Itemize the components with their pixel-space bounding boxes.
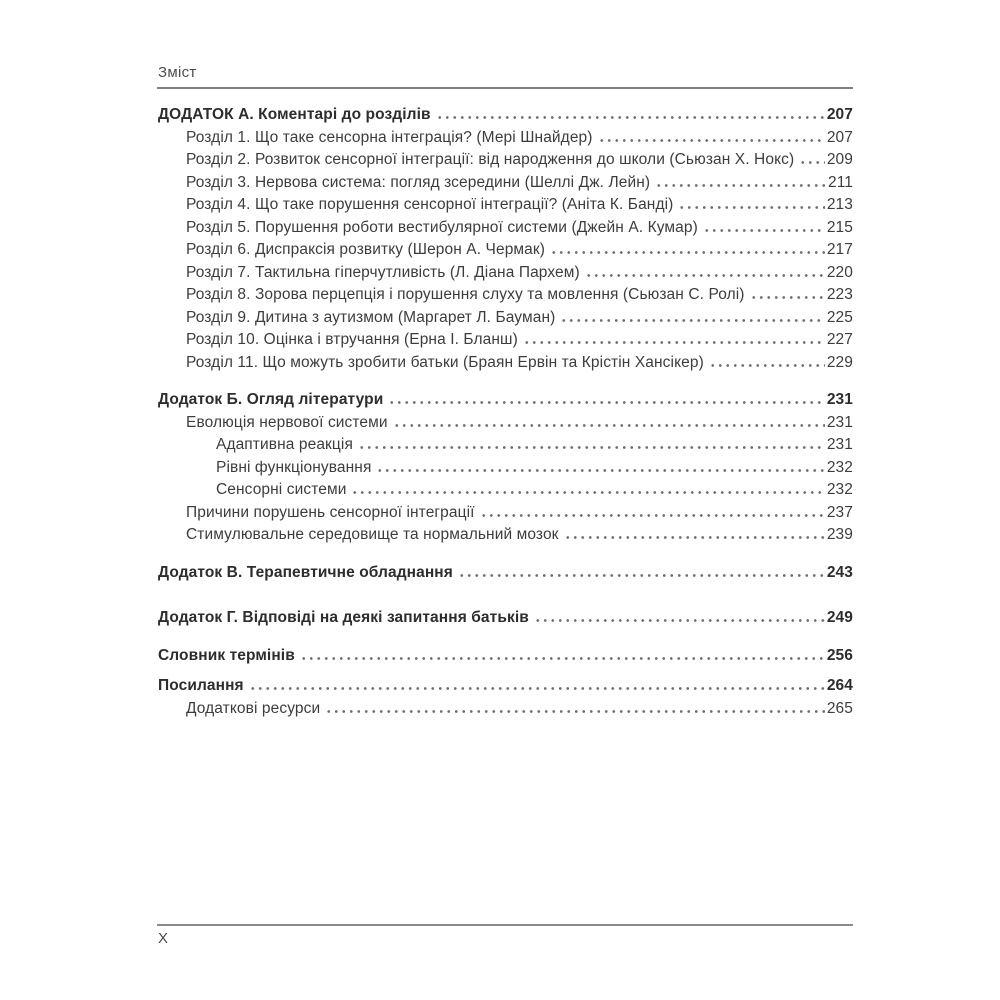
toc-entry-label: Додаток В. Терапевтичне обладнання [158, 563, 453, 581]
dot-leader [325, 710, 825, 713]
toc-entry-label: Додаток Б. Огляд літератури [158, 391, 384, 408]
toc-entry [158, 412, 853, 435]
dot-leader [550, 251, 825, 254]
toc-entry-label: Розділ 3. Нервова система: погляд зсередини (Шеллі Дж. Лейн) [186, 173, 651, 191]
toc-entry-label: Словник термінів [158, 646, 295, 664]
toc-entry-page: 232 [826, 458, 853, 476]
footer-rule [157, 924, 853, 926]
toc-entry-page: 207 [826, 128, 853, 146]
dot-leader [458, 574, 825, 577]
toc-entry [158, 217, 853, 240]
header-rule [157, 87, 853, 89]
toc-entry-page: 232 [826, 481, 853, 498]
running-header: Зміст [158, 64, 197, 81]
dot-leader [560, 319, 824, 322]
dot-leader [376, 469, 824, 472]
toc-entry-page: 231 [826, 391, 853, 408]
dot-leader [598, 139, 825, 142]
dot-leader [655, 184, 826, 187]
toc-entry [158, 194, 853, 217]
toc-entry-label: Розділ 7. Тактильна гіперчутливість (Л. Діана Пархем) [186, 263, 580, 281]
toc-entry [158, 698, 853, 721]
dot-leader [480, 514, 825, 517]
toc-entry-label: Розділ 6. Диспраксія розвитку (Шерон А. Чермак) [186, 241, 546, 258]
toc-entry [158, 389, 853, 412]
toc-entry-label: Сенсорні системи [216, 481, 347, 498]
toc-entry-page: 243 [826, 563, 853, 581]
toc-entry-page: 220 [826, 263, 853, 281]
dot-leader [523, 341, 825, 344]
toc-entry-label: Розділ 11. Що можуть зробити батьки (Браян Ервін та Крістін Хансікер) [186, 353, 704, 371]
toc-entry [158, 645, 853, 668]
toc-entry-page: 217 [826, 241, 853, 258]
toc-entry [158, 562, 853, 585]
toc-entry-page: 207 [826, 106, 853, 123]
toc-entry [158, 479, 853, 502]
dot-leader [249, 687, 825, 690]
toc-entry-page: 265 [826, 699, 853, 717]
toc-entry [158, 352, 853, 375]
toc-entry-label: Розділ 10. Оцінка і втручання (Ерна І. Бланш) [186, 331, 518, 348]
toc-entry-label: Рівні функціонування [216, 458, 372, 476]
toc-entry-label: Розділ 4. Що таке порушення сенсорної інтеграції? (Аніта К. Банді) [186, 196, 674, 213]
toc-entry-page: 215 [826, 218, 853, 236]
toc-entry [158, 127, 853, 150]
toc-entry-label: Стимулювальне середовище та нормальний мозок [186, 526, 559, 543]
toc-entry [158, 329, 853, 352]
toc-entry-label: Адаптивна реакція [216, 436, 353, 453]
toc-entry [158, 502, 853, 525]
dot-leader [534, 619, 825, 622]
toc-entry-label: Розділ 1. Що таке сенсорна інтеграція? (Мері Шнайдер) [186, 128, 593, 146]
dot-leader [799, 161, 825, 164]
toc-entry-page: 249 [826, 609, 853, 626]
toc-entry-page: 264 [826, 677, 853, 694]
toc-entry-page: 225 [826, 308, 853, 326]
dot-leader [703, 229, 825, 232]
dot-leader [388, 401, 824, 404]
toc-entry [158, 675, 853, 698]
toc-entry-page: 239 [826, 526, 853, 543]
toc-entry-label: Розділ 2. Розвиток сенсорної інтеграції: від народження до школи (Сьюзан Х. Нокс) [186, 151, 795, 168]
toc-entry-page: 223 [826, 286, 853, 303]
toc-entry [158, 307, 853, 330]
toc-entry-page: 237 [826, 503, 853, 521]
toc-entry [158, 239, 853, 262]
toc-entry [158, 104, 853, 127]
toc-entry-label: ДОДАТОК А. Коментарі до розділів [158, 106, 431, 123]
dot-leader [436, 116, 825, 119]
toc-entry-label: Розділ 8. Зорова перцепція і порушення слуху та мовлення (Сьюзан С. Ролі) [186, 286, 745, 303]
toc-entry [158, 172, 853, 195]
toc-entry-page: 231 [826, 413, 853, 431]
dot-leader [564, 536, 825, 539]
toc-entry-label: Розділ 5. Порушення роботи вестибулярної системи (Джейн А. Кумар) [186, 218, 698, 236]
toc-entry-label: Розділ 9. Дитина з аутизмом (Маргарет Л. Бауман) [186, 308, 556, 326]
dot-leader [393, 424, 825, 427]
toc-entry [158, 262, 853, 285]
toc-entry [158, 524, 853, 547]
toc-entry-page: 256 [826, 646, 853, 664]
toc-entry-label: Причини порушень сенсорної інтеграції [186, 503, 475, 521]
toc-entry-page: 209 [826, 151, 853, 168]
toc-entry-label: Посилання [158, 677, 244, 694]
toc-entry-label: Додаткові ресурси [186, 699, 321, 717]
toc-entry-label: Додаток Г. Відповіді на деякі запитання батьків [158, 609, 529, 626]
dot-leader [358, 446, 825, 449]
toc-entry-page: 211 [827, 173, 853, 191]
toc-entry-label: Еволюція нервової системи [186, 413, 388, 431]
dot-leader [351, 491, 824, 494]
dot-leader [709, 364, 825, 367]
toc-entry [158, 457, 853, 480]
toc-entry-page: 231 [826, 436, 853, 453]
toc-entry [158, 607, 853, 630]
dot-leader [678, 206, 824, 209]
toc-entry [158, 434, 853, 457]
toc-list [158, 104, 853, 720]
toc-entry [158, 284, 853, 307]
dot-leader [300, 657, 825, 660]
dot-leader [585, 274, 825, 277]
page-number: X [158, 930, 169, 947]
toc-entry-page: 227 [826, 331, 853, 348]
toc-entry [158, 149, 853, 172]
dot-leader [750, 296, 825, 299]
toc-entry-page: 213 [826, 196, 853, 213]
toc-entry-page: 229 [826, 353, 853, 371]
